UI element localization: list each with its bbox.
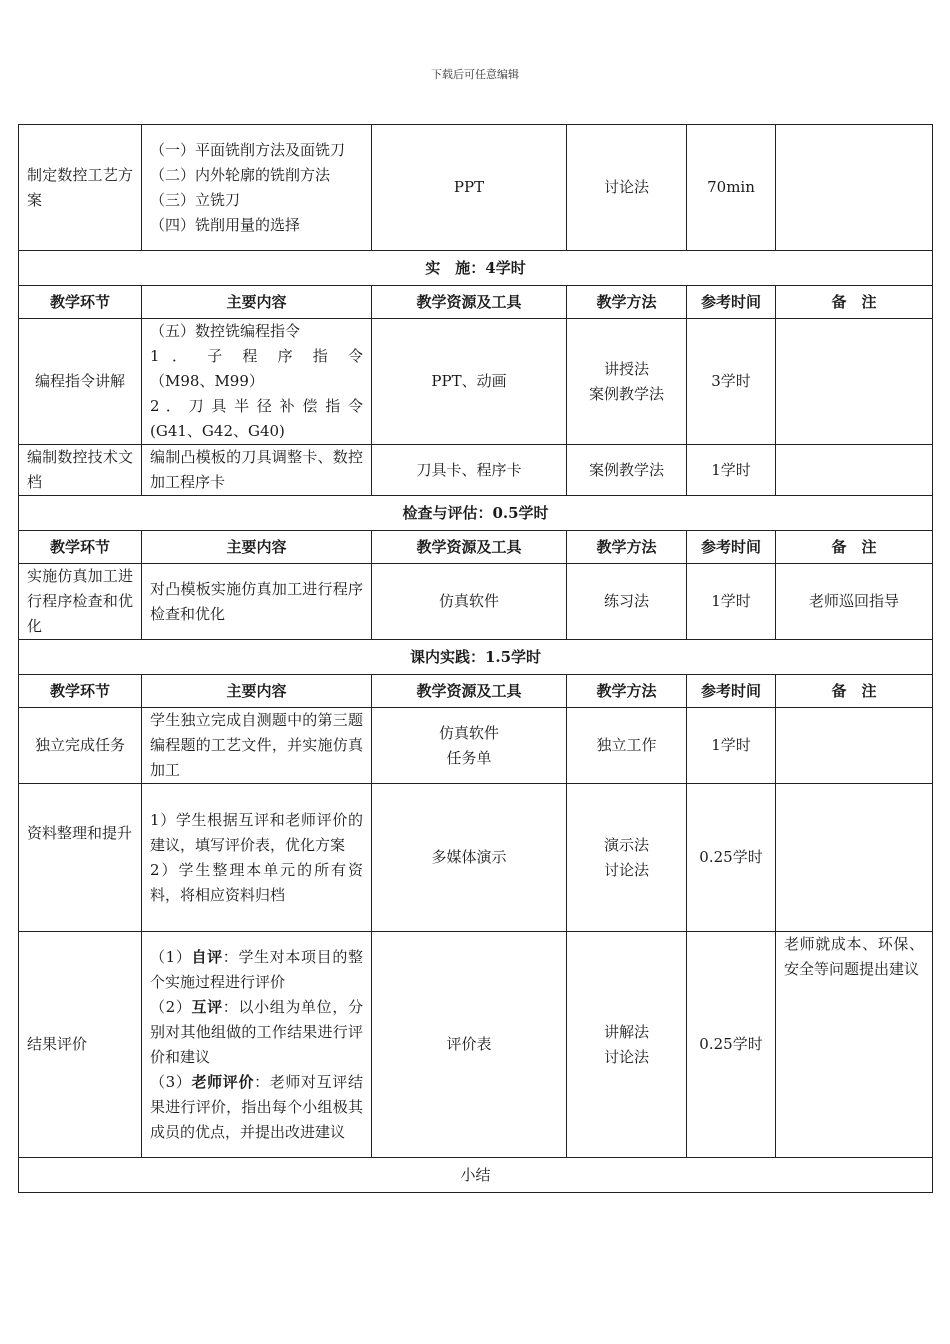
stage-cell: 制定数控工艺方案 xyxy=(19,125,142,251)
section-row xyxy=(19,640,933,675)
col-header-content: 主要内容 xyxy=(142,675,372,708)
section-row xyxy=(19,251,933,286)
col-header-note: 备 注 xyxy=(776,531,933,564)
resources-cell: 仿真软件 xyxy=(372,564,567,640)
content-line: （二）内外轮廓的铣削方法 xyxy=(150,165,331,184)
table-row xyxy=(19,564,933,640)
content-line: （三）立铣刀 xyxy=(150,190,241,209)
col-header-resources: 教学资源及工具 xyxy=(372,531,567,564)
content-text: ：老师对互评结果进行评价，指出每个小组极其成员的优点，并提出改进建议 xyxy=(150,1072,363,1141)
table-row xyxy=(19,708,933,784)
method-line: 讲解法 xyxy=(603,1022,649,1041)
resource-line: 仿真软件 xyxy=(438,723,499,742)
col-header-content: 主要内容 xyxy=(142,531,372,564)
content-cell xyxy=(142,319,372,445)
resource-line: 任务单 xyxy=(446,748,492,767)
resources-cell: 评价表 xyxy=(372,932,567,1158)
time-cell: 1学时 xyxy=(687,564,776,640)
method-line: 讨论法 xyxy=(603,1047,649,1066)
note-cell: 老师巡回指导 xyxy=(776,564,933,640)
column-header-row xyxy=(19,531,933,564)
col-header-stage: 教学环节 xyxy=(19,675,142,708)
content-line: 2）学生整理本单元的所有资料，将相应资料归档 xyxy=(150,860,363,904)
resources-cell: 多媒体演示 xyxy=(372,784,567,932)
method-cell: 案例教学法 xyxy=(567,445,687,496)
stage-cell: 编程指令讲解 xyxy=(19,319,142,445)
content-prefix: （3） xyxy=(150,1072,192,1091)
teaching-plan-table xyxy=(18,124,933,1193)
content-text: ：以小组为单位，分别对其他组做的工作结果进行评价和建议 xyxy=(150,997,363,1066)
method-line: 讨论法 xyxy=(603,860,649,879)
method-cell: 练习法 xyxy=(567,564,687,640)
content-line: 2 ． 刀 具 半 径 补 偿 指 令 xyxy=(150,397,363,415)
content-line: 1 ． 子 程 序 指 令 xyxy=(150,347,363,365)
method-line: 演示法 xyxy=(603,835,649,854)
content-line xyxy=(150,945,363,995)
content-line: （一）平面铣削方法及面铣刀 xyxy=(150,140,346,159)
content-keyword: 老师评价 xyxy=(191,1072,255,1091)
content-text: ：学生对本项目的整个实施过程进行评价 xyxy=(150,947,363,991)
content-keyword: 互评 xyxy=(191,997,223,1016)
stage-cell: 实施仿真加工进行程序检查和优化 xyxy=(19,564,142,640)
table-row xyxy=(19,932,933,1158)
content-line: (G41、G42、G40) xyxy=(150,422,285,440)
method-cell xyxy=(567,932,687,1158)
content-line xyxy=(150,1070,363,1145)
col-header-method: 教学方法 xyxy=(567,531,687,564)
time-cell: 70min xyxy=(687,125,776,251)
content-cell: 编制凸模板的刀具调整卡、数控加工程序卡 xyxy=(142,445,372,496)
table-row xyxy=(19,784,933,932)
col-header-note: 备 注 xyxy=(776,675,933,708)
col-header-content: 主要内容 xyxy=(142,286,372,319)
stage-cell: 资料整理和提升 xyxy=(19,784,142,932)
resources-cell: 刀具卡、程序卡 xyxy=(372,445,567,496)
col-header-method: 教学方法 xyxy=(567,286,687,319)
content-cell xyxy=(142,125,372,251)
table-row xyxy=(19,445,933,496)
time-cell: 1学时 xyxy=(687,708,776,784)
content-prefix: （2） xyxy=(150,997,192,1016)
method-cell: 讨论法 xyxy=(567,125,687,251)
method-cell xyxy=(567,319,687,445)
content-cell: 对凸模板实施仿真加工进行程序检查和优化 xyxy=(142,564,372,640)
content-line: 1）学生根据互评和老师评价的建议，填写评价表，优化方案 xyxy=(150,810,363,854)
note-cell xyxy=(776,708,933,784)
col-header-method: 教学方法 xyxy=(567,675,687,708)
method-line: 讲授法 xyxy=(603,359,649,378)
content-cell xyxy=(142,932,372,1158)
col-header-stage: 教学环节 xyxy=(19,286,142,319)
section-row xyxy=(19,496,933,531)
method-cell xyxy=(567,784,687,932)
section-title: 课内实践：1.5学时 xyxy=(19,640,933,675)
note-cell xyxy=(776,125,933,251)
note-cell xyxy=(776,319,933,445)
time-cell: 0.25学时 xyxy=(687,784,776,932)
time-cell: 3学时 xyxy=(687,319,776,445)
content-keyword: 自评 xyxy=(191,947,223,966)
stage-cell: 编制数控技术文档 xyxy=(19,445,142,496)
summary-row xyxy=(19,1158,933,1193)
col-header-time: 参考时间 xyxy=(687,675,776,708)
col-header-time: 参考时间 xyxy=(687,531,776,564)
table-row xyxy=(19,125,933,251)
column-header-row xyxy=(19,675,933,708)
note-cell xyxy=(776,784,933,932)
note-cell: 老师就成本、环保、安全等问题提出建议 xyxy=(776,932,933,1158)
stage-cell: 独立完成任务 xyxy=(19,708,142,784)
column-header-row xyxy=(19,286,933,319)
time-cell: 1学时 xyxy=(687,445,776,496)
col-header-time: 参考时间 xyxy=(687,286,776,319)
resources-cell: PPT、动画 xyxy=(372,319,567,445)
content-line: （M98、M99） xyxy=(150,372,264,390)
content-line: （五）数控铣编程指令 xyxy=(150,322,301,340)
resources-cell: PPT xyxy=(372,125,567,251)
content-line xyxy=(150,995,363,1070)
table-row xyxy=(19,319,933,445)
header-note: 下载后可任意编辑 xyxy=(431,68,519,81)
summary-cell: 小结 xyxy=(19,1158,933,1193)
method-line: 案例教学法 xyxy=(588,384,664,403)
col-header-note: 备 注 xyxy=(776,286,933,319)
col-header-resources: 教学资源及工具 xyxy=(372,286,567,319)
content-cell xyxy=(142,784,372,932)
col-header-resources: 教学资源及工具 xyxy=(372,675,567,708)
content-line: （四）铣削用量的选择 xyxy=(150,215,301,234)
method-cell: 独立工作 xyxy=(567,708,687,784)
resources-cell xyxy=(372,708,567,784)
section-title: 实 施：4学时 xyxy=(19,251,933,286)
content-cell: 学生独立完成自测题中的第三题编程题的工艺文件，并实施仿真加工 xyxy=(142,708,372,784)
stage-cell: 结果评价 xyxy=(19,932,142,1158)
note-cell xyxy=(776,445,933,496)
col-header-stage: 教学环节 xyxy=(19,531,142,564)
section-title: 检查与评估：0.5学时 xyxy=(19,496,933,531)
time-cell: 0.25学时 xyxy=(687,932,776,1158)
content-prefix: （1） xyxy=(150,947,192,966)
